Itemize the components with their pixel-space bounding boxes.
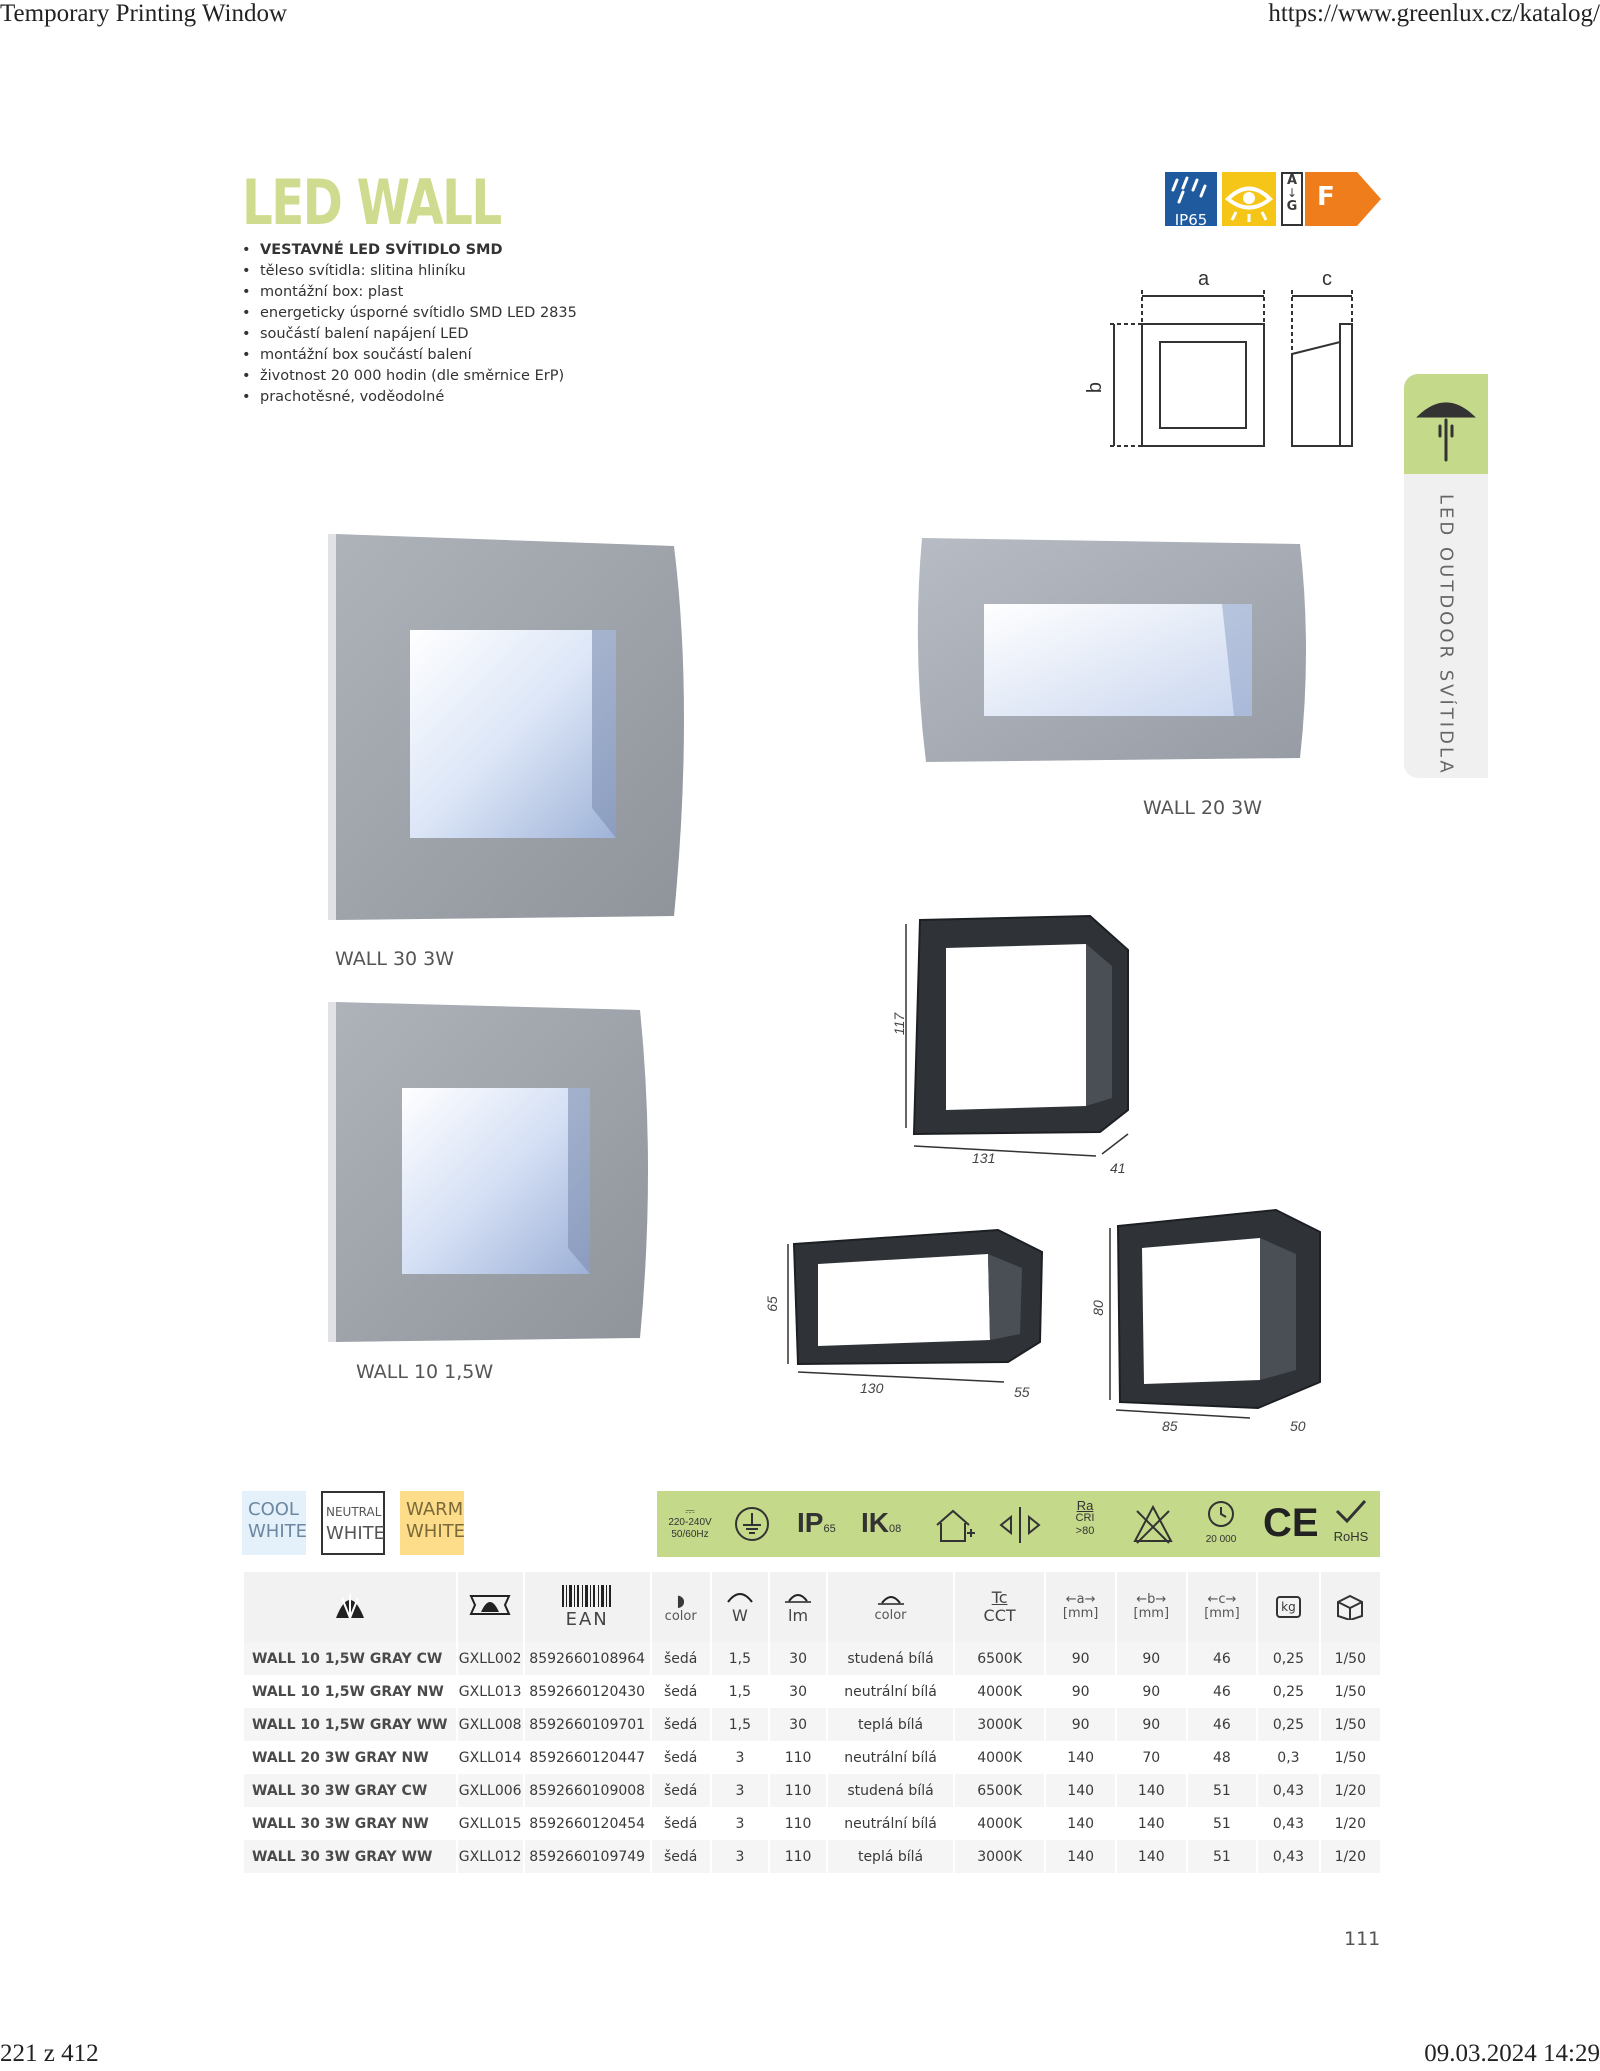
box-small-height: 80 [1089, 1300, 1106, 1316]
lifetime-icon [1197, 1499, 1245, 1545]
table-cell: 3 [711, 1840, 769, 1873]
mounting-box-large-image [890, 910, 1140, 1180]
table-cell: 140 [1045, 1774, 1116, 1807]
certification-icon-strip [657, 1491, 1380, 1557]
swatch-line: NEUTRAL [326, 1505, 382, 1519]
rohs-label: RoHS [1333, 1529, 1369, 1544]
box-small-width: 85 [1162, 1418, 1178, 1434]
table-cell: 0,43 [1257, 1807, 1319, 1840]
table-cell: 140 [1045, 1741, 1116, 1774]
cri-icon [1065, 1499, 1105, 1538]
checkmark-icon [1333, 1497, 1369, 1525]
table-cell: neutrální bílá [827, 1675, 954, 1708]
ra-label: Ra [1076, 1498, 1094, 1513]
cri-label: CRI [1075, 1512, 1095, 1524]
package-box-icon [1334, 1590, 1366, 1620]
mounting-box-wide-image [778, 1224, 1048, 1394]
energy-class-badge [1305, 172, 1381, 226]
table-cell: WALL 30 3W GRAY CW [243, 1774, 457, 1807]
col-dimension-b [1116, 1572, 1187, 1642]
table-cell: 6500K [954, 1774, 1045, 1807]
eye-safety-badge [1222, 172, 1276, 226]
feature-item: • energeticky úsporné svítidlo SMD LED 2835 [242, 305, 577, 321]
table-cell: 30 [769, 1708, 827, 1741]
category-side-tab[interactable] [1404, 374, 1488, 778]
box-wide-width: 130 [860, 1380, 884, 1396]
table-cell: 140 [1045, 1807, 1116, 1840]
barcode-icon [560, 1585, 614, 1607]
sunrise-icon [783, 1589, 813, 1603]
table-cell: neutrální bílá [827, 1741, 954, 1774]
table-cell: 46 [1187, 1642, 1258, 1675]
table-cell: studená bílá [827, 1774, 954, 1807]
light-color-icon [876, 1591, 906, 1605]
energy-scale-bottom: G [1286, 199, 1298, 214]
mounting-box-small-image [1100, 1204, 1330, 1424]
col-dimension-c [1187, 1572, 1258, 1642]
col-ean [524, 1572, 651, 1642]
table-cell: šedá [651, 1642, 711, 1675]
frequency-label: 50/60Hz [671, 1529, 709, 1540]
swatch-line: WHITE [326, 1523, 386, 1544]
swatch-line: WHITE [406, 1521, 466, 1542]
table-cell: 8592660109701 [524, 1708, 651, 1741]
table-cell: 1,5 [711, 1642, 769, 1675]
product-code-icon [467, 1588, 513, 1622]
energy-scale-top: A [1286, 173, 1298, 188]
table-cell: 140 [1116, 1807, 1187, 1840]
table-cell: WALL 10 1,5W GRAY NW [243, 1675, 457, 1708]
table-cell: WALL 30 3W GRAY NW [243, 1807, 457, 1840]
table-cell: 46 [1187, 1675, 1258, 1708]
table-cell: 51 [1187, 1840, 1258, 1873]
table-cell: 140 [1045, 1840, 1116, 1873]
mounting-surface-icon [997, 1503, 1043, 1547]
table-cell: neutrální bílá [827, 1807, 954, 1840]
ce-mark-icon: CE [1263, 1501, 1319, 1545]
table-cell: 46 [1187, 1708, 1258, 1741]
dimension-b-label: b [1084, 381, 1107, 394]
table-cell: 8592660109008 [524, 1774, 651, 1807]
table-cell: 0,43 [1257, 1774, 1319, 1807]
wall20-label: WALL 20 3W [1143, 797, 1263, 819]
col-light-color [827, 1572, 954, 1642]
dimension-a-label: a [1198, 268, 1210, 290]
table-cell: 4000K [954, 1675, 1045, 1708]
table-cell: 1/50 [1320, 1642, 1380, 1675]
wall30-product-image [322, 528, 692, 924]
dimension-c-header: ←c→ [1207, 1592, 1237, 1607]
ip65-badge [1165, 172, 1217, 229]
table-cell: teplá bílá [827, 1708, 954, 1741]
print-datetime: 09.03.2024 14:29 [1424, 2040, 1600, 2067]
table-cell: 8592660120454 [524, 1807, 651, 1840]
table-cell: 1/20 [1320, 1840, 1380, 1873]
table-row [243, 1774, 1380, 1807]
table-cell: 1/50 [1320, 1741, 1380, 1774]
product-type-icon [332, 1588, 368, 1622]
table-cell: 1/50 [1320, 1675, 1380, 1708]
table-cell: 1/20 [1320, 1807, 1380, 1840]
table-cell: 1,5 [711, 1675, 769, 1708]
table-cell: 3 [711, 1774, 769, 1807]
warm-white-swatch [400, 1491, 464, 1555]
table-cell: šedá [651, 1774, 711, 1807]
table-cell: WALL 30 3W GRAY WW [243, 1840, 457, 1873]
cri-value: >80 [1075, 1525, 1095, 1537]
side-tab-label: LED OUTDOOR SVÍTIDLA [1435, 494, 1457, 776]
ip-rating-icon [797, 1507, 836, 1539]
neutral-white-swatch [321, 1491, 385, 1555]
table-row [243, 1840, 1380, 1873]
color-header-label: color [664, 1608, 697, 1624]
table-cell: 90 [1116, 1675, 1187, 1708]
box-wide-depth: 55 [1014, 1384, 1030, 1400]
table-cell: 1,5 [711, 1708, 769, 1741]
table-cell: 8592660109749 [524, 1840, 651, 1873]
table-cell: GXLL015 [457, 1807, 524, 1840]
table-cell: šedá [651, 1675, 711, 1708]
lifetime-label: 20 000 [1205, 1534, 1237, 1545]
table-cell: 4000K [954, 1741, 1045, 1774]
table-cell: 110 [769, 1774, 827, 1807]
table-cell: šedá [651, 1840, 711, 1873]
table-cell: WALL 20 3W GRAY NW [243, 1741, 457, 1774]
table-row [243, 1708, 1380, 1741]
table-cell: 110 [769, 1840, 827, 1873]
weight-icon: kg [1276, 1596, 1301, 1618]
table-cell: 0,25 [1257, 1675, 1319, 1708]
col-product-code [457, 1572, 524, 1642]
table-cell: 8592660120447 [524, 1741, 651, 1774]
clock-icon [1206, 1499, 1236, 1529]
table-cell: 8592660120430 [524, 1675, 651, 1708]
table-cell: 140 [1116, 1774, 1187, 1807]
table-cell: 0,3 [1257, 1741, 1319, 1774]
wall10-label: WALL 10 1,5W [356, 1361, 494, 1383]
box-large-depth: 41 [1110, 1160, 1126, 1176]
swatch-line: WARM [406, 1499, 464, 1520]
rohs-icon [1329, 1497, 1373, 1544]
cool-white-swatch [242, 1491, 306, 1555]
arrow-down-icon: ↓ [1286, 186, 1298, 200]
ip-text: IP [797, 1507, 824, 1538]
dimension-c-label: c [1322, 268, 1332, 290]
swatch-line: COOL [248, 1499, 299, 1520]
table-cell: 0,43 [1257, 1840, 1319, 1873]
energy-class-label: F [1317, 182, 1335, 212]
col-color-temperature [954, 1572, 1045, 1642]
table-cell: 110 [769, 1741, 827, 1774]
table-cell: GXLL014 [457, 1741, 524, 1774]
table-cell: GXLL006 [457, 1774, 524, 1807]
dimension-b-header: ←b→ [1136, 1592, 1167, 1607]
table-cell: 4000K [954, 1807, 1045, 1840]
table-cell: GXLL012 [457, 1840, 524, 1873]
box-large-width: 131 [972, 1150, 996, 1166]
feature-item: • životnost 20 000 hodin (dle směrnice ErP) [242, 368, 565, 384]
table-cell: 6500K [954, 1642, 1045, 1675]
table-cell: 48 [1187, 1741, 1258, 1774]
power-supply-icon: ⎓ 220-240V 50/60Hz [668, 1504, 712, 1540]
no-dimming-icon [1131, 1503, 1175, 1545]
table-row [243, 1741, 1380, 1774]
voltage-label: 220-240V [668, 1517, 712, 1528]
product-spec-table [242, 1572, 1380, 1873]
table-row [243, 1675, 1380, 1708]
table-cell: WALL 10 1,5W GRAY CW [243, 1642, 457, 1675]
feature-item: • VESTAVNÉ LED SVÍTIDLO SMD [242, 242, 503, 258]
box-small-depth: 50 [1290, 1418, 1306, 1434]
lumen-header-label: lm [788, 1606, 809, 1625]
col-luminous-flux [769, 1572, 827, 1642]
col-weight [1257, 1572, 1319, 1642]
table-cell: 3 [711, 1807, 769, 1840]
col-packaging [1320, 1572, 1380, 1642]
feature-item: • součástí balení napájení LED [242, 326, 469, 342]
table-cell: 1/50 [1320, 1708, 1380, 1741]
ip65-label: IP65 [1174, 211, 1208, 229]
table-cell: GXLL013 [457, 1675, 524, 1708]
table-cell: šedá [651, 1708, 711, 1741]
table-cell: 30 [769, 1675, 827, 1708]
table-cell: 8592660108964 [524, 1642, 651, 1675]
table-row [243, 1642, 1380, 1675]
col-product-name [243, 1572, 457, 1642]
tc-header-label: Tc [991, 1588, 1008, 1607]
table-cell: 90 [1116, 1642, 1187, 1675]
col-power [711, 1572, 769, 1642]
table-cell: šedá [651, 1741, 711, 1774]
table-cell: 51 [1187, 1807, 1258, 1840]
eye-icon [1222, 172, 1276, 226]
table-cell: 51 [1187, 1774, 1258, 1807]
swatch-line: WHITE [248, 1521, 308, 1542]
ik-text: IK [861, 1507, 889, 1538]
table-cell: 0,25 [1257, 1642, 1319, 1675]
table-cell: 90 [1045, 1642, 1116, 1675]
cct-header-label: CCT [983, 1606, 1016, 1625]
feature-item: • montážní box součástí balení [242, 347, 472, 363]
table-cell: 30 [769, 1642, 827, 1675]
light-color-header-label: color [874, 1608, 907, 1623]
table-cell: 70 [1116, 1741, 1187, 1774]
paint-drop-icon: ◗ [676, 1590, 685, 1610]
table-header-row [243, 1572, 1380, 1642]
box-wide-height: 65 [763, 1296, 780, 1312]
energy-scale-badge [1281, 172, 1303, 226]
table-cell: WALL 10 1,5W GRAY WW [243, 1708, 457, 1741]
table-cell: 90 [1045, 1708, 1116, 1741]
wall10-product-image [322, 998, 654, 1344]
col-body-color [651, 1572, 711, 1642]
table-cell: 90 [1045, 1675, 1116, 1708]
wall20-product-image [912, 534, 1308, 766]
ground-protection-icon [733, 1505, 771, 1543]
table-cell: 110 [769, 1807, 827, 1840]
feature-item: • těleso svítidla: slitina hliníku [242, 263, 466, 279]
ean-header-label: EAN [565, 1609, 609, 1630]
page-counter: 221 z 412 [0, 2040, 99, 2067]
table-cell: šedá [651, 1807, 711, 1840]
house-installation-icon [933, 1505, 977, 1545]
table-cell: 90 [1116, 1708, 1187, 1741]
dimension-diagram [1100, 270, 1370, 460]
mm-unit-label: [mm] [1133, 1606, 1170, 1621]
table-cell: 3 [711, 1741, 769, 1774]
feature-item: • montážní box: plast [242, 284, 404, 300]
ip-number: 65 [823, 1523, 836, 1535]
table-cell: 140 [1116, 1840, 1187, 1873]
side-tab-header [1404, 374, 1488, 474]
bollard-lamp-icon [1404, 374, 1488, 474]
table-cell: GXLL002 [457, 1642, 524, 1675]
table-cell: 1/20 [1320, 1774, 1380, 1807]
box-large-height: 117 [891, 1012, 908, 1036]
mm-unit-label: [mm] [1204, 1606, 1240, 1621]
mm-unit-label: [mm] [1062, 1606, 1099, 1621]
feature-list [242, 240, 577, 408]
table-cell: teplá bílá [827, 1840, 954, 1873]
rain-icon [1165, 172, 1217, 206]
col-dimension-a [1045, 1572, 1116, 1642]
dimension-a-header: ←a→ [1065, 1592, 1096, 1607]
window-title: Temporary Printing Window [0, 0, 288, 27]
table-cell: studená bílá [827, 1642, 954, 1675]
table-row [243, 1807, 1380, 1840]
table-cell: 0,25 [1257, 1708, 1319, 1741]
page-url[interactable]: https://www.greenlux.cz/katalog/ [1268, 0, 1600, 27]
table-cell: 3000K [954, 1840, 1045, 1873]
ik-rating-icon [861, 1507, 901, 1539]
page-number: 111 [1344, 1928, 1381, 1950]
ik-number: 08 [889, 1523, 902, 1535]
product-family-title: LED WALL [242, 166, 501, 239]
wall30-label: WALL 30 3W [335, 948, 455, 970]
table-cell: GXLL008 [457, 1708, 524, 1741]
table-cell: 3000K [954, 1708, 1045, 1741]
feature-item: • prachotěsné, voděodolné [242, 389, 445, 405]
watt-header-label: W [731, 1606, 748, 1625]
light-bulb-icon [725, 1589, 755, 1603]
